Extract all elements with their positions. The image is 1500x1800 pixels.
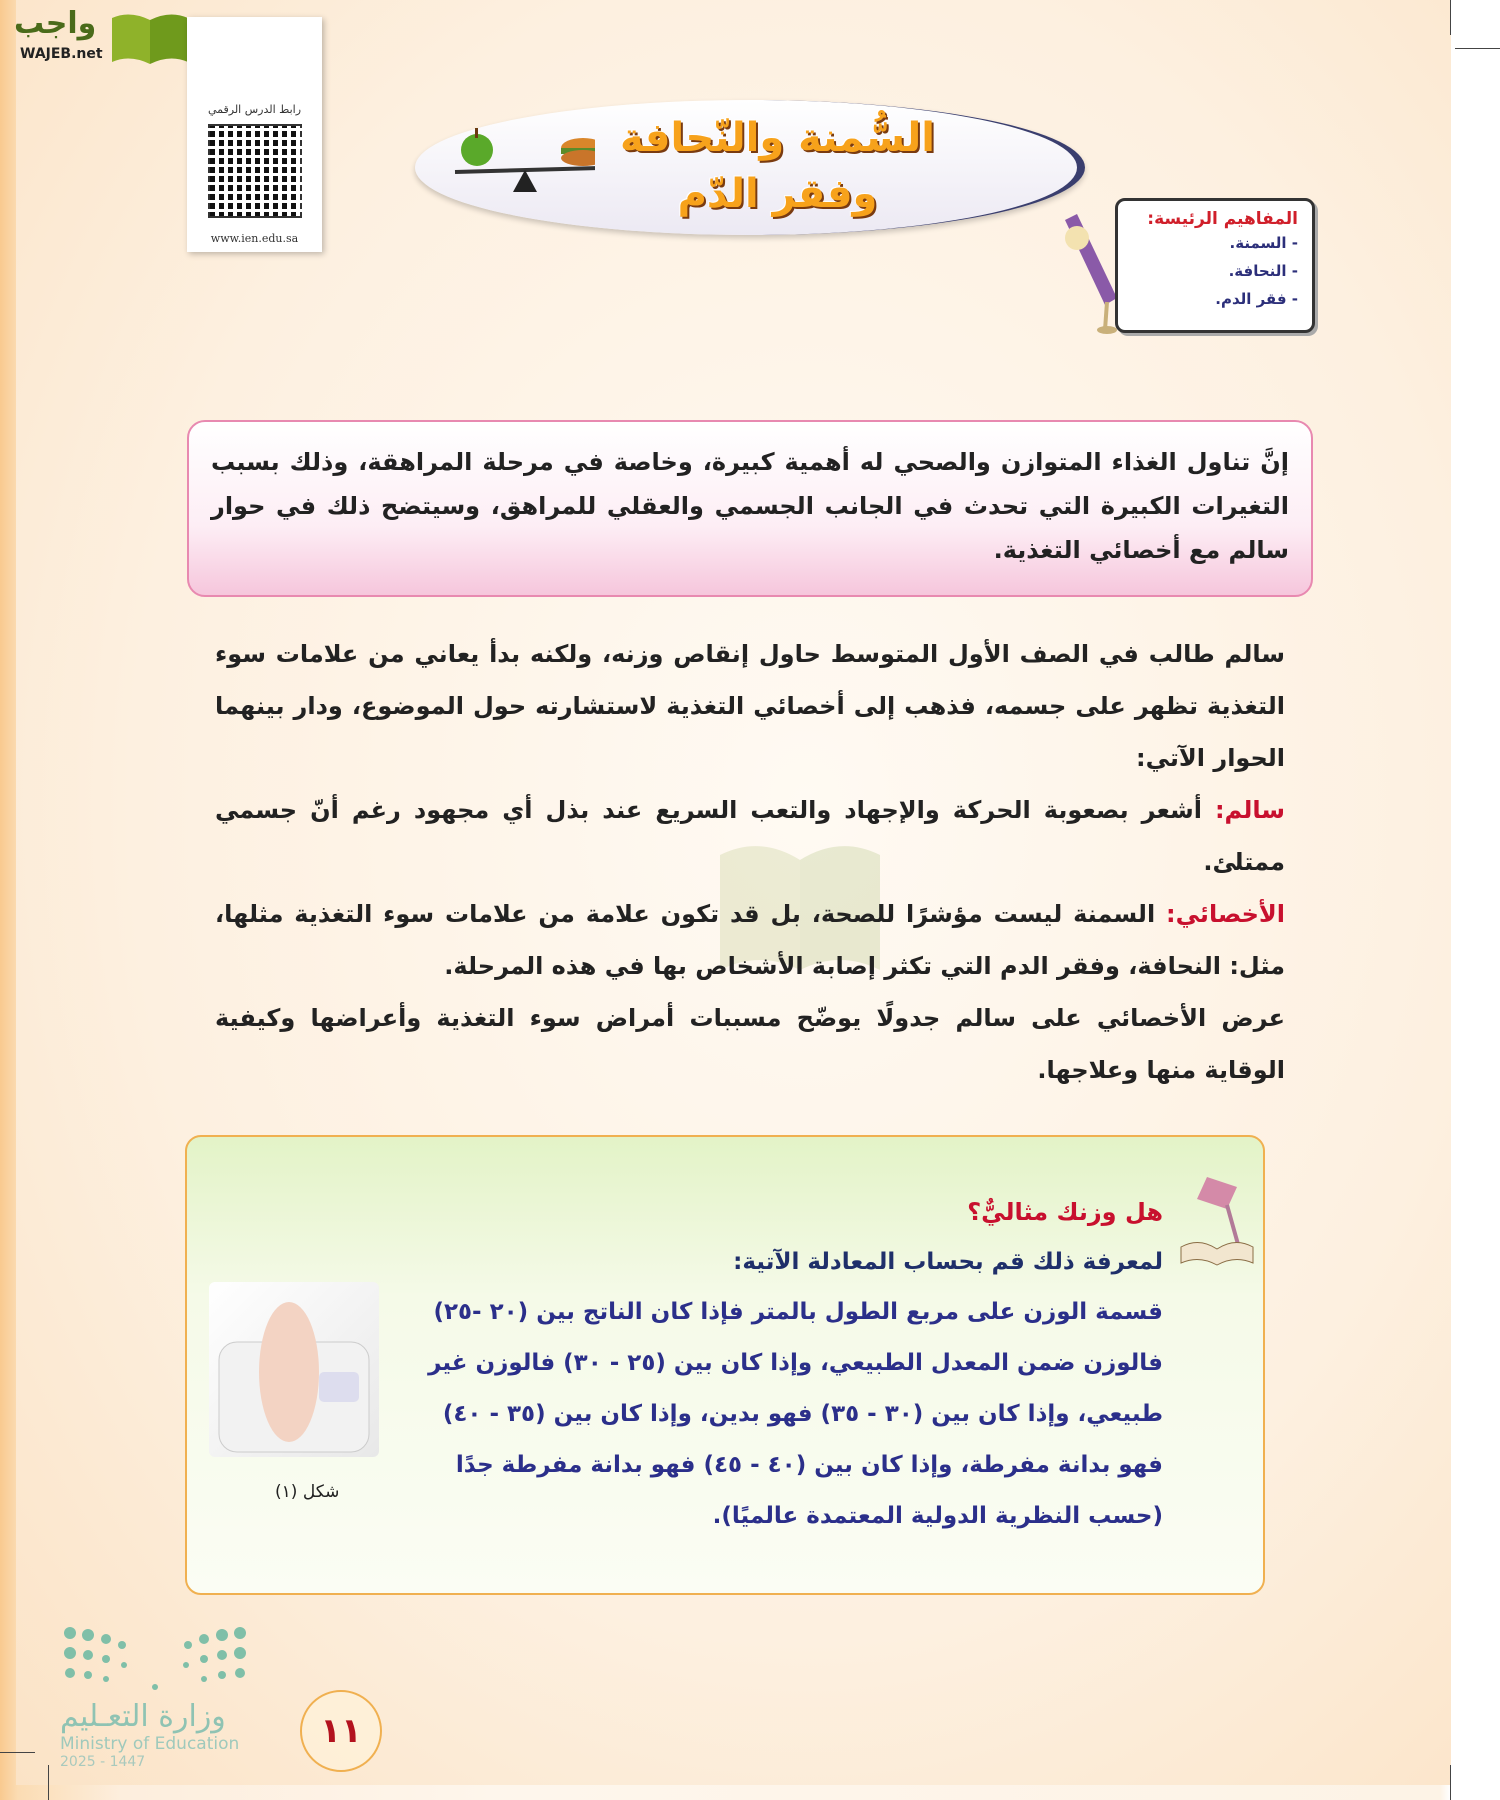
- box-subheading: لمعرفة ذلك قم بحساب المعادلة الآتية:: [733, 1249, 1163, 1275]
- qr-card[interactable]: [187, 17, 322, 252]
- lesson-title-banner: [415, 100, 1085, 235]
- page-number: ١١: [300, 1690, 382, 1772]
- lamp-book-icon: [1177, 1175, 1257, 1270]
- dialogue-section: [215, 628, 1285, 1096]
- title-line-1: السُّمنة والنّحافة: [620, 115, 935, 161]
- qr-code-icon[interactable]: [208, 124, 302, 218]
- ideal-weight-text: [403, 1187, 1163, 1542]
- wajeb-logo[interactable]: [8, 6, 188, 68]
- edition-year: 2025 - 1447: [60, 1754, 146, 1770]
- body-paragraph: سالم طالب في الصف الأول المتوسط حاول إنقاص وزنه، ولكنه بدأ يعاني من علامات سوء التغذية تظهر على جسمه، فذهب إلى أخصائي التغذية لاستشارته حول الموضوع، ودار بينهما الحوار الآتي:: [215, 640, 1285, 772]
- box-heading: هل وزنك مثاليٌّ؟: [967, 1198, 1163, 1226]
- page-title: [620, 110, 935, 222]
- intro-text: إنَّ تناول الغذاء المتوازن والصحي له أهمية كبيرة، وخاصة في مرحلة المراهقة، وذلك بسبب التغيرات الكبيرة التي تحدث في الجانب الجسمي والعقلي للمراهق، وسيتضح ذلك في حوار سالم مع أخصائي التغذية.: [211, 448, 1289, 564]
- expert-line: [215, 888, 1285, 992]
- qr-url[interactable]: www.ien.edu.sa: [210, 232, 299, 245]
- ideal-weight-box: [185, 1135, 1265, 1595]
- concepts-heading: المفاهيم الرئيسة:: [1147, 209, 1298, 229]
- expert-text: السمنة ليست مؤشرًا للصحة، بل قد تكون علامة من علامات سوء التغذية مثلها، مثل: النحافة، وفقر الدم التي تكثر إصابة الأشخاص بها في هذه المرحلة.: [215, 900, 1285, 980]
- intro-box: [187, 420, 1313, 597]
- crop-mark: [48, 1765, 49, 1800]
- qr-label: رابط الدرس الرقمي: [207, 103, 302, 116]
- crop-mark: [1450, 1765, 1451, 1800]
- salem-line: [215, 784, 1285, 888]
- crop-mark: [1450, 0, 1451, 35]
- crop-mark: [0, 1752, 35, 1753]
- logo-latin: WAJEB.net: [20, 46, 103, 62]
- book-icon: [108, 10, 192, 66]
- ministry-english: Ministry of Education: [60, 1734, 240, 1754]
- speaker-expert: الأخصائي:: [1166, 900, 1285, 928]
- concept-item: - النحافة.: [1228, 262, 1298, 280]
- figure-caption: شكل (١): [275, 1482, 340, 1502]
- concept-item: - فقر الدم.: [1215, 290, 1298, 308]
- ministry-dots-icon: [60, 1625, 250, 1695]
- ministry-arabic: وزارة التعـليم: [60, 1699, 226, 1734]
- balance-scale-icon: [445, 120, 595, 210]
- title-line-2: وفقر الدّم: [677, 171, 878, 217]
- logo-arabic: واجب: [14, 6, 97, 41]
- body-paragraph: عرض الأخصائي على سالم جدولًا يوضّح مسببات أمراض سوء التغذية وأعراضها وكيفية الوقاية منها وعلاجها.: [215, 1004, 1285, 1084]
- main-content: [185, 420, 1315, 1595]
- scale-feet-photo: [209, 1282, 379, 1457]
- speaker-salem: سالم:: [1214, 796, 1285, 824]
- crop-mark: [1455, 48, 1500, 49]
- ministry-logo: [60, 1625, 270, 1770]
- concept-item: - السمنة.: [1229, 234, 1298, 252]
- key-concepts-box: [1115, 198, 1315, 333]
- bmi-explanation: قسمة الوزن على مربع الطول بالمتر فإذا كان الناتج بين (٢٠ -٢٥) فالوزن ضمن المعدل الطبيعي، وإذا كان بين (٢٥ - ٣٠) فالوزن غير طبيعي، وإذا كان بين (٣٠ - ٣٥) فهو بدين، وإذا كان بين (٣٥ - ٤٠) فهو بدانة مفرطة، وإذا كان بين (٤٠ - ٤٥) فهو بدانة مفرطة جدًا (حسب النظرية الدولية المعتمدة عالميًا).: [428, 1299, 1163, 1529]
- bathroom-scale-icon: [209, 1282, 379, 1457]
- salem-text: أشعر بصعوبة الحركة والإجهاد والتعب السريع عند بذل أي مجهود رغم أنّ جسمي ممتلئ.: [215, 796, 1285, 876]
